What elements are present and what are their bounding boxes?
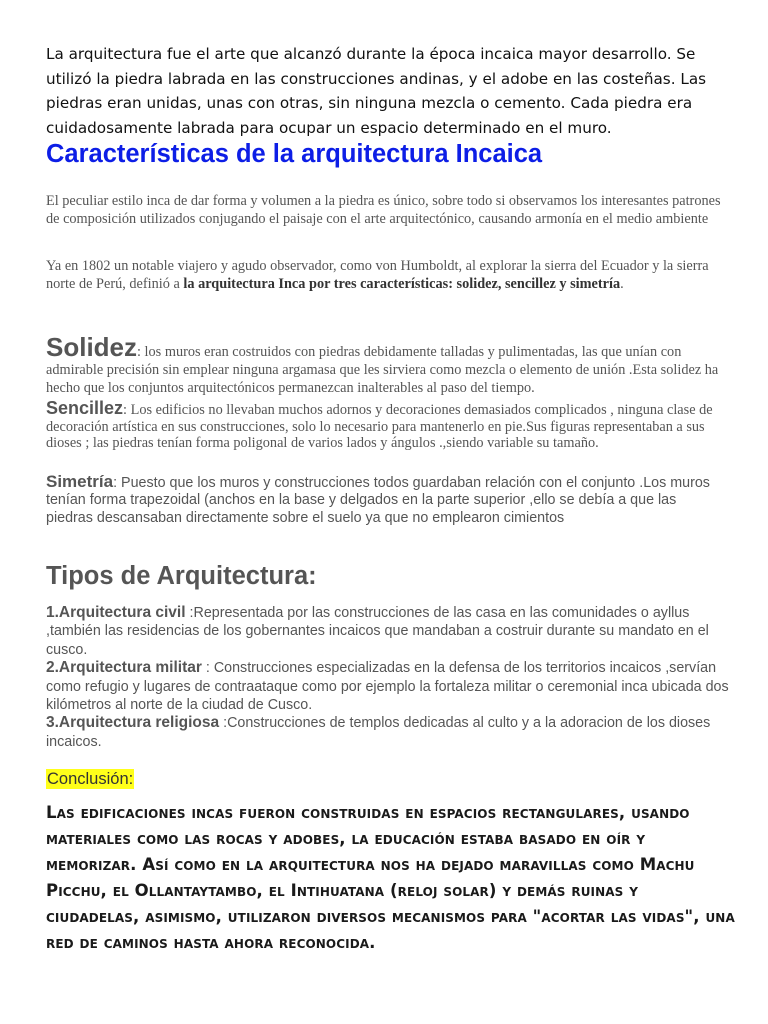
- conclusion-text: Las edificaciones incas fueron construidas en espacios rectangulares, usando materiales como las rocas y adobes, la educación estaba basado en oír y memorizar. Así como en la arquitectura nos ha dejado maravillas como Machu Picchu, el Ollantaytambo, el Intihuatana (reloj solar) y demás ruinas y ciudadelas, asimismo, utilizaron diversos mecanismos para "acortar las vidas", una red de caminos hasta ahora reconocida.: [46, 803, 735, 953]
- paragraph-estilo-inca: El peculiar estilo inca de dar forma y volumen a la piedra es único, sobre todo si observamos los interesantes patrones de composición utilizados conjugando el paisaje con el arte arquitectónico, causando armonía en el medio ambiente: [46, 193, 721, 227]
- term-sencillez: Sencillez: [46, 398, 124, 418]
- list-item: [46, 659, 736, 714]
- text-solidez: : los muros eran costruidos con piedras debidamente talladas y pulimentadas, las que unían con admirable precisión sin emplear ninguna argamasa que les sirviera como mezcla o elemento de unión .Esta solidez ha hecho que los conjuntos arquitectónicos permanezcan inalterables al paso del tiempo.: [46, 344, 719, 396]
- list-item: [46, 604, 736, 659]
- tipos-list: [46, 604, 736, 751]
- list-item: [46, 714, 736, 751]
- characteristic-sencillez: [46, 400, 726, 452]
- humboldt-bold: la arquitectura Inca por tres características: solidez, sencillez y simetría: [183, 275, 621, 292]
- heading-caracteristicas: Características de la arquitectura Incaica: [46, 140, 543, 168]
- tipo-text: :Representada por las construcciones de las casa en las comunidades o ayllus ,también las residencias de los gobernantes incaicos que mandaban a costruir durante su mandato en el cusco.: [46, 605, 709, 658]
- tipo-text: : Construcciones especializadas en la defensa de los territorios incaicos ,servían como refugio y lugares de contraataque como por ejemplo la fortaleza militar o ceremonial inca ubicada dos kilómetros al norte de la ciudad de Cusco.: [46, 660, 729, 714]
- tipo-text: :Construcciones de templos dedicadas al culto y a la adoracion de los dioses incaicos.: [46, 715, 711, 750]
- heading-tipos: Tipos de Arquitectura:: [46, 562, 317, 590]
- tipo-term: 3.Arquitectura religiosa: [46, 714, 220, 732]
- characteristic-solidez: [46, 333, 726, 397]
- humboldt-tail: .: [620, 275, 624, 292]
- intro-paragraph: La arquitectura fue el arte que alcanzó durante la época incaica mayor desarrollo. Se utilizó la piedra labrada en las construcciones andinas, y el adobe en las costeñas. Las piedras eran unidas, unas con otras, sin ninguna mezcla o cemento. Cada piedra era cuidadosamente labrada para ocupar un espacio determinado en el muro.: [46, 45, 707, 137]
- text-sencillez: : Los edificios no llevaban muchos adornos y decoraciones demasiados complicados , ninguna clase de decoración artística en sus construcciones, solo lo necesario para mantenerlo en pie.Sus figuras representaban a sus dioses ; las piedras tenían forma poligonal de varios lados y ángulos .,siendo variable su tamaño.: [46, 402, 713, 452]
- paragraph-humboldt: [46, 258, 726, 293]
- term-simetria: Simetría: [46, 472, 114, 491]
- humboldt-lead: Ya en 1802 un notable viajero y agudo observador, como von Humboldt, al explorar la sierra del Ecuador y la sierra norte de Perú, definió a: [46, 258, 709, 292]
- text-simetria: : Puesto que los muros y construcciones todos guardaban relación con el conjunto .Los muros tenían forma trapezoidal (anchos en la base y delgados en la parte superior ,ello se debía a que las piedras descansaban directamente sobre el suelo ya que no emplearon cimientos: [46, 475, 710, 526]
- conclusion-label: Conclusión:: [47, 770, 134, 788]
- tipo-term: 1.Arquitectura civil: [46, 604, 186, 621]
- term-solidez: Solidez: [46, 332, 138, 362]
- characteristic-simetria: [46, 473, 726, 527]
- tipo-term: 2.Arquitectura militar: [46, 659, 202, 677]
